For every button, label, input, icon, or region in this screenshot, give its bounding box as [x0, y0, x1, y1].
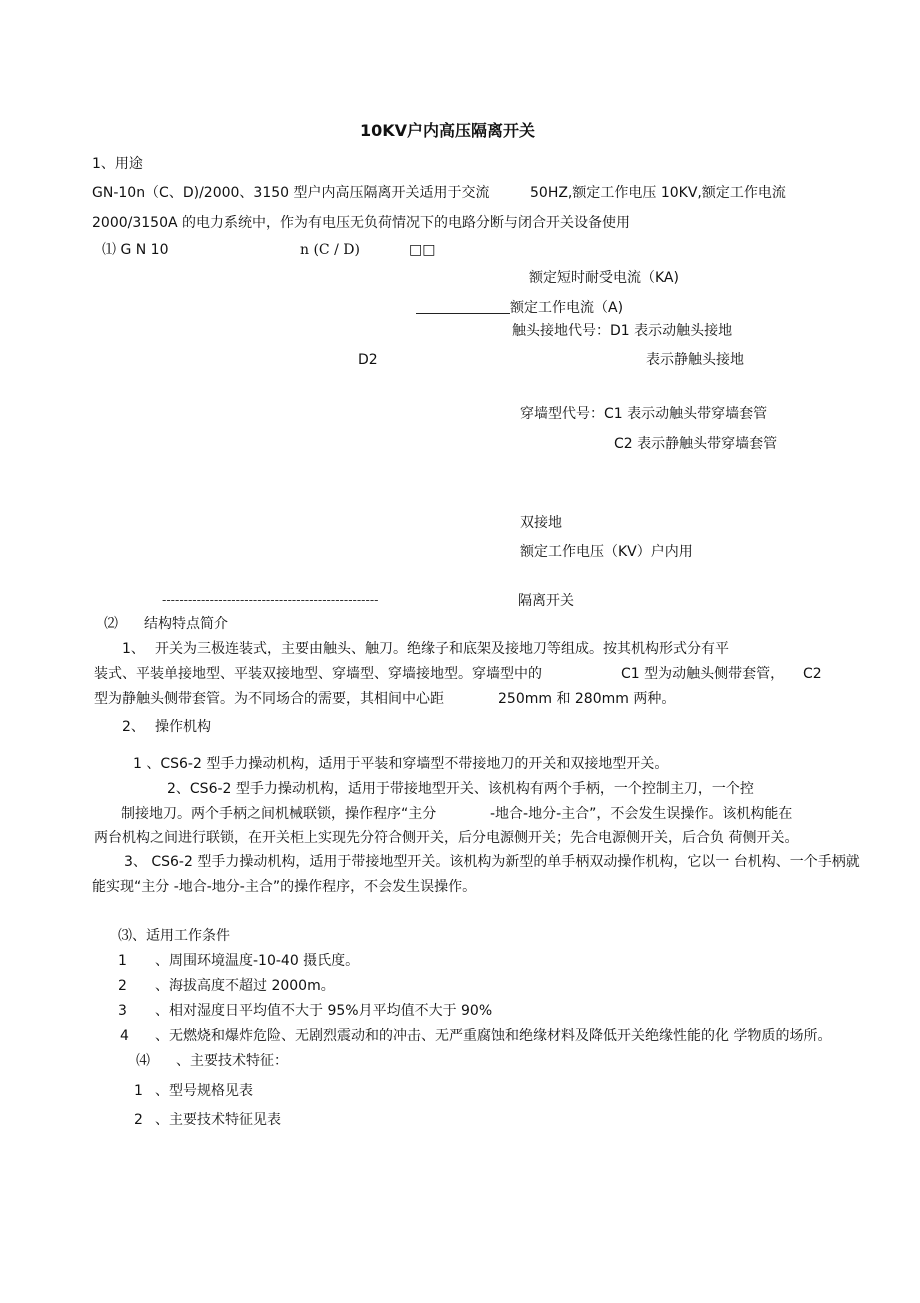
s2-p1-b: 装式、平装单接地型、平装双接地型、穿墙型、穿墙接地型。穿墙型中的: [94, 666, 542, 682]
s2-heading: 结构特点简介: [144, 616, 228, 632]
model-variant: n (C / D): [300, 242, 360, 258]
s2-num: ⑵: [104, 616, 118, 632]
s1-line1-b: 50HZ,额定工作电压 10KV,额定工作电流: [530, 185, 786, 201]
s4-item-1-num: 1: [134, 1083, 143, 1099]
d2-label: D2: [358, 352, 378, 368]
c2-text: C2 表示静触头带穿墙套管: [614, 436, 778, 452]
wall-code: 穿墙型代号：C1 表示动触头带穿墙套管: [520, 406, 768, 422]
s1-line1-a: GN-10n（C、D)/2000、3150 型户内高压隔离开关适用于交流: [92, 185, 490, 201]
s4-heading: 、主要技术特征：: [176, 1053, 288, 1069]
dash-leader: --------------------------------------------------: [162, 593, 379, 607]
mechanism-3-a: 3、 CS6-2 型手力操动机构，适用于带接地型开关。该机构为新型的单手柄双动操作机构，它以一 台机构、一个手柄就: [124, 854, 860, 870]
rated-voltage-indoor: 额定工作电压（KV）户内用: [520, 544, 693, 560]
page-title: 10KV户内高压隔离开关: [360, 121, 536, 140]
model-prefix: ⑴ G N 10: [102, 242, 169, 258]
s1-line2: 2000/3150A 的电力系统中，作为有电压无负荷情况下的电路分断与闭合开关设备使用: [92, 215, 630, 231]
s2-p1-b2: C1 型为动触头侧带套管，: [621, 666, 785, 682]
s2-p1-num: 1、: [122, 641, 145, 657]
mechanism-2-b2: -地合-地分-主合”，不会发生误操作。该机构能在: [490, 806, 793, 822]
section-1-heading: 1、用途: [92, 156, 143, 172]
s3-item-1-text: 、周围环境温度-10-40 摄氏度。: [155, 953, 360, 969]
s2-p2-heading: 操作机构: [155, 719, 211, 735]
s3-item-4-num: 4: [120, 1028, 129, 1044]
contact-ground-code: 触头接地代号：D1 表示动触头接地: [512, 323, 733, 339]
mechanism-2-a: 2、CS6-2 型手力操动机构，适用于带接地型开关、该机构有两个手柄，一个控制主刀，一个控: [167, 781, 754, 797]
mechanism-2-b: 制接地刀。两个手柄之间机械联锁，操作程序“主分: [121, 806, 437, 822]
s4-item-2-text: 、主要技术特征见表: [155, 1112, 281, 1128]
s3-item-3-num: 3: [118, 1003, 127, 1019]
s3-item-2-text: 、海拔高度不超过 2000m。: [155, 978, 335, 994]
double-ground: 双接地: [520, 515, 562, 531]
isolator-label: 隔离开关: [518, 593, 574, 609]
s2-p1-a: 开关为三极连装式，主要由触头、触刀。绝缘子和底架及接地刀等组成。按其机构形式分有平: [155, 641, 729, 657]
s2-p2-num: 2、: [122, 719, 145, 735]
s2-p1-c2: 250mm 和 280mm 两种。: [498, 691, 676, 707]
s3-item-2-num: 2: [118, 978, 127, 994]
d2-text: 表示静触头接地: [646, 352, 744, 368]
s4-num: ⑷: [136, 1053, 150, 1069]
s2-p1-b3: C2: [803, 666, 822, 682]
s2-p1-c: 型为静触头侧带套管。为不同场合的需要，其相间中心距: [94, 691, 444, 707]
s3-item-3-text: 、相对湿度日平均值不大于 95%月平均值不大于 90%: [155, 1003, 493, 1019]
mechanism-2-c: 两台机构之间进行联锁，在开关柜上实现先分符合侧开关，后分电源侧开关；先合电源侧开关，后合负 荷侧开关。: [94, 830, 799, 846]
rated-short-current: 额定短时耐受电流（KA): [529, 270, 679, 286]
model-boxes: □□: [409, 242, 436, 258]
rated-current: 额定工作电流（A): [510, 300, 624, 316]
bracket-line: [416, 313, 510, 314]
mechanism-3-b: 能实现“主分 -地合-地分-主合”的操作程序，不会发生误操作。: [92, 879, 477, 895]
s3-item-4-text: 、无燃烧和爆炸危险、无剧烈震动和的冲击、无严重腐蚀和绝缘材料及降低开关绝缘性能的化 学物质的场所。: [155, 1028, 832, 1044]
s3-item-1-num: 1: [118, 953, 127, 969]
mechanism-1: 1 、CS6-2 型手力操动机构，适用于平装和穿墙型不带接地刀的开关和双接地型开关。: [133, 756, 669, 772]
s3-heading: ⑶、适用工作条件: [118, 928, 230, 944]
s4-item-2-num: 2: [134, 1112, 143, 1128]
s4-item-1-text: 、型号规格见表: [155, 1083, 253, 1099]
